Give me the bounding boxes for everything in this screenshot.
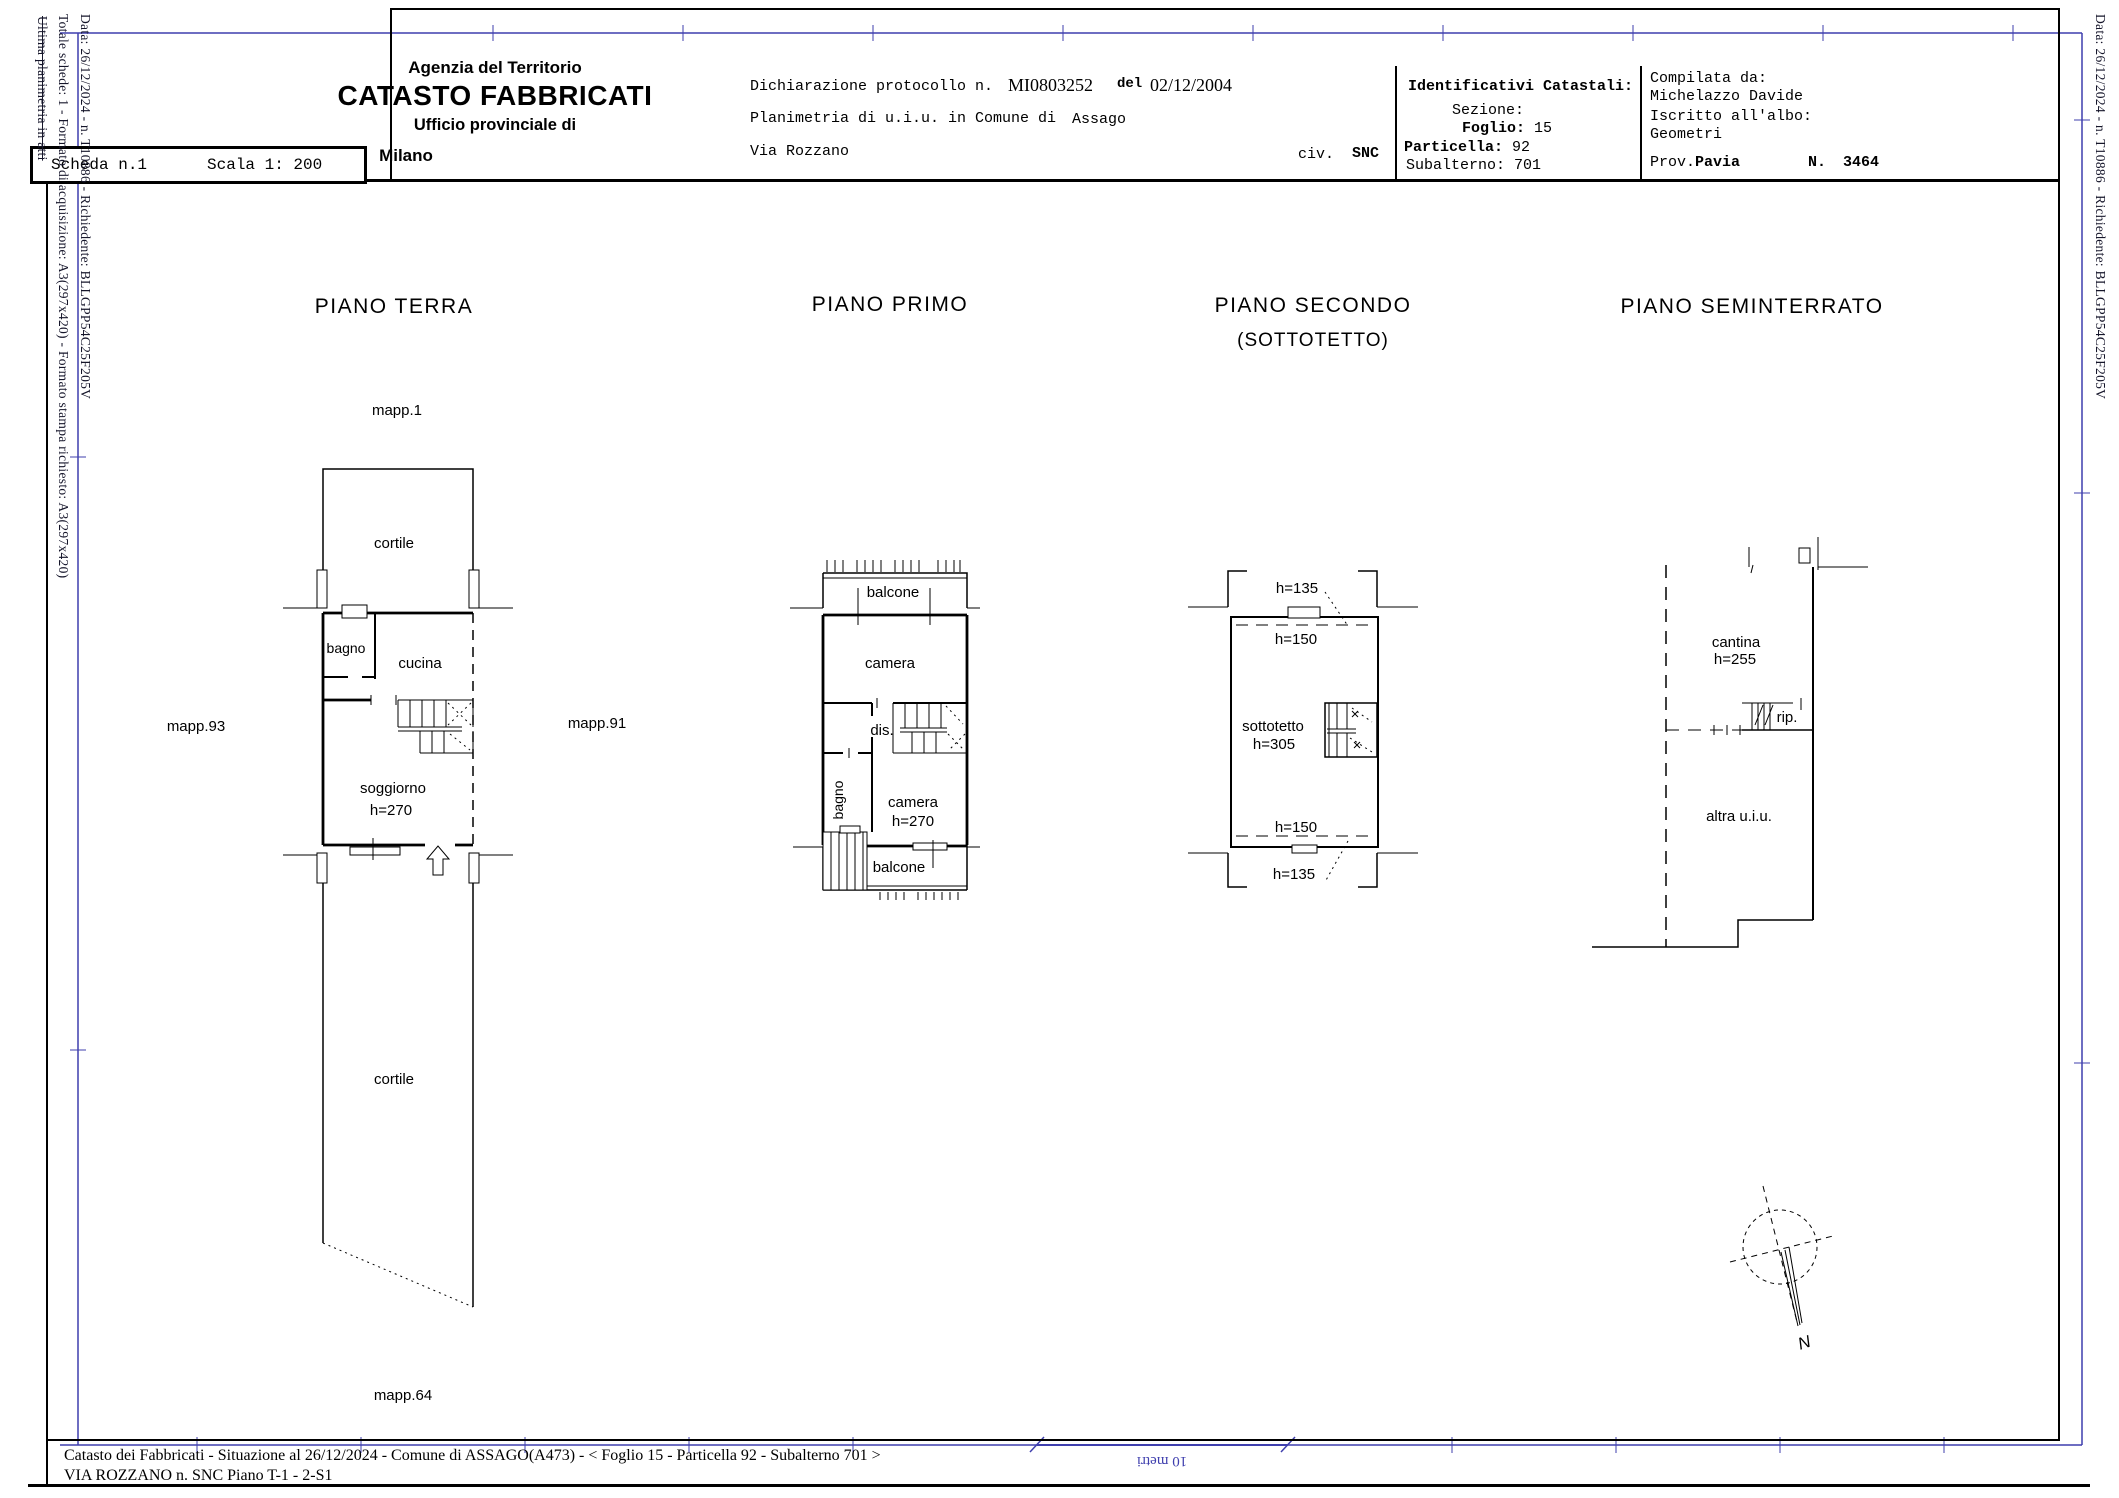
prov-label: Prov. — [1650, 154, 1696, 171]
frame-right-border — [2058, 179, 2060, 1441]
footer-situazione-line: Catasto dei Fabbricati - Situazione al 26/12/2024 - Comune di ASSAGO(A473) - < Foglio 15 - Particella 92 - Subalterno 701 > — [64, 1447, 881, 1464]
header-top-border — [390, 8, 2060, 10]
particella-label: Particella: — [1404, 139, 1504, 156]
plan-subtitle-secondo: (SOTTOTETTO) — [1237, 330, 1389, 351]
label-altra-uiu: altra u.i.u. — [1706, 808, 1772, 825]
registration-marks — [60, 25, 2090, 1453]
label-rip: rip. — [1776, 709, 1798, 726]
del-label: del — [1117, 76, 1143, 92]
albo-number-value: 3464 — [1843, 154, 1880, 171]
margin-note-data-left: Data: 26/12/2024 - n. T10886 - Richiedente: BLLGPP54C25F205V — [78, 14, 93, 400]
subalterno-row — [1406, 157, 1541, 174]
compass-north-indicator — [1730, 1186, 1833, 1354]
margin-note-ultima-planimetria: Ultima planimetria in atti — [35, 16, 50, 161]
header-right-border — [2058, 8, 2060, 181]
catastali-title: Identificativi Catastali: — [1408, 78, 1634, 95]
plan-title-seminterrato: PIANO SEMINTERRATO — [1620, 295, 1884, 318]
street-value: Via Rozzano — [750, 143, 850, 160]
label-camera-bottom: camera — [887, 794, 939, 811]
label-soggiorno: soggiorno — [360, 780, 426, 797]
plan-piano-secondo — [1188, 294, 1418, 887]
protocol-number: MI0803252 — [1008, 75, 1093, 95]
protocol-label: Dichiarazione protocollo n. — [750, 78, 994, 95]
page-bottom-border — [28, 1484, 2090, 1487]
particella-row — [1404, 139, 1530, 156]
label-camera-top: camera — [864, 655, 916, 672]
agency-block — [330, 58, 660, 135]
label-cantina: cantina — [1711, 634, 1761, 651]
subalterno-value: 701 — [1514, 157, 1542, 174]
footer-address-line: VIA ROZZANO n. SNC Piano T-1 - 2-S1 — [64, 1467, 333, 1484]
frame-left-border — [46, 179, 48, 1486]
margin-note-data-right: Data: 26/12/2024 - n. T10886 - Richiedente: BLLGPP54C25F205V — [2093, 14, 2108, 400]
protocol-date: 02/12/2004 — [1150, 75, 1233, 95]
label-cortile-top: cortile — [373, 535, 415, 552]
label-camera-h: h=270 — [891, 813, 935, 830]
albo-number-label: N. — [1808, 154, 1827, 171]
scala-value: Scala 1: 200 — [207, 156, 323, 174]
plan-piano-primo — [790, 293, 980, 900]
label-h135-bottom: h=135 — [1272, 866, 1316, 883]
header-separator-1 — [1395, 66, 1397, 181]
prov-value: Pavia — [1695, 154, 1741, 171]
subalterno-label: Subalterno: — [1406, 157, 1506, 174]
label-mapp1: mapp.1 — [371, 402, 423, 419]
particella-value: 92 — [1512, 139, 1531, 156]
compass-north-label: N — [1795, 1331, 1814, 1354]
frame-bottom-border — [46, 1439, 2060, 1441]
entrance-arrow — [427, 846, 449, 875]
label-sottotetto-h: h=305 — [1252, 736, 1296, 753]
albo-number-row — [1808, 154, 1879, 171]
plan-title-primo: PIANO PRIMO — [811, 293, 969, 316]
label-h150-top: h=150 — [1274, 631, 1318, 648]
margin-note-totale-schede: Totale schede: 1 - Formato di acquisizione: A3(297x420) - Formato stampa richiesto: A3(297x420) — [56, 14, 71, 579]
plan-title-terra: PIANO TERRA — [314, 295, 474, 318]
label-cucina: cucina — [398, 655, 442, 672]
foglio-label: Foglio: — [1462, 120, 1526, 137]
label-h150-bottom: h=150 — [1274, 819, 1318, 836]
foglio-value: 15 — [1534, 120, 1553, 137]
albo-value: Geometri — [1650, 126, 1723, 143]
scale-bar-label: 10 metri — [1136, 1453, 1188, 1469]
prov-row — [1650, 154, 1740, 171]
plan-piano-terra — [167, 295, 626, 1404]
label-cortile-bottom: cortile — [373, 1071, 415, 1088]
comune-value: Assago — [1072, 111, 1127, 128]
label-sottotetto: sottotetto — [1242, 718, 1304, 735]
office-city: Milano — [379, 146, 433, 165]
label-soggiorno-h: h=270 — [369, 802, 413, 819]
plan-piano-seminterrato — [1592, 295, 1884, 947]
civ-label: civ. — [1298, 146, 1335, 163]
label-dis: dis. — [870, 722, 894, 739]
french-door — [823, 832, 867, 890]
agency-name: Agenzia del Territorio — [408, 58, 582, 77]
compilata-title: Compilata da: — [1650, 70, 1768, 87]
label-h135-top: h=135 — [1275, 580, 1319, 597]
albo-label: Iscritto all'albo: — [1650, 108, 1813, 125]
planimetria-label: Planimetria di u.i.u. in Comune di — [750, 110, 1057, 127]
sezione-label: Sezione: — [1452, 102, 1525, 119]
foglio-row — [1462, 120, 1552, 137]
label-bagno-pp: bagno — [830, 780, 846, 820]
compilata-name: Michelazzo Davide — [1650, 88, 1804, 105]
office-label: Ufficio provinciale di — [413, 116, 577, 134]
register-name: CATASTO FABBRICATI — [337, 80, 653, 111]
plan-title-secondo: PIANO SECONDO — [1214, 294, 1412, 317]
label-mapp64: mapp.64 — [373, 1387, 433, 1404]
header-separator-2 — [1640, 66, 1642, 181]
label-balcone-top: balcone — [866, 584, 920, 601]
label-balcone-bottom: balcone — [872, 859, 926, 876]
label-cantina-h: h=255 — [1713, 651, 1757, 668]
civ-value: SNC — [1352, 145, 1380, 162]
scheda-number: Scheda n.1 — [51, 156, 148, 174]
label-mapp91: mapp.91 — [567, 715, 627, 732]
label-bagno-pt: bagno — [326, 640, 366, 656]
label-mapp93: mapp.93 — [166, 718, 226, 735]
